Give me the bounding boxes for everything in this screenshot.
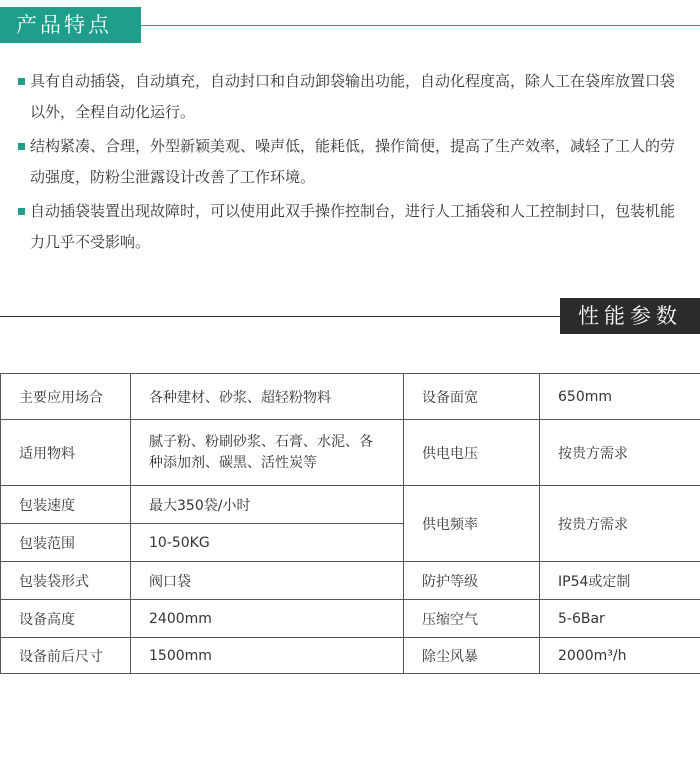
spec-label: 压缩空气 <box>404 600 540 638</box>
spec-label: 包装范围 <box>1 524 131 562</box>
spec-value: 1500mm <box>131 638 404 674</box>
table-row <box>1 486 700 524</box>
square-bullet-icon <box>18 208 25 215</box>
feature-item <box>18 131 688 193</box>
spec-label: 包装袋形式 <box>1 562 131 600</box>
feature-text: 自动插袋装置出现故障时，可以使用此双手操作控制台，进行人工插袋和人工控制封口，包装机能力几乎不受影响。 <box>30 202 676 251</box>
table-row <box>1 562 700 600</box>
spec-value: 10-50KG <box>131 524 404 562</box>
spec-label: 设备面宽 <box>404 374 540 420</box>
spec-label: 包装速度 <box>1 486 131 524</box>
table-row <box>1 600 700 638</box>
spec-value: 最大350袋/小时 <box>131 486 404 524</box>
features-section-title: 产品特点 <box>0 7 141 43</box>
spec-label: 设备高度 <box>1 600 131 638</box>
spec-table <box>0 373 700 674</box>
spec-value: 650mm <box>540 374 700 420</box>
spec-label: 防护等级 <box>404 562 540 600</box>
spec-label: 供电频率 <box>404 486 540 562</box>
feature-item <box>18 66 688 128</box>
spec-value: IP54或定制 <box>540 562 700 600</box>
spec-value: 阀口袋 <box>131 562 404 600</box>
spec-label: 设备前后尺寸 <box>1 638 131 674</box>
feature-text: 结构紧凑、合理，外型新颖美观、噪声低，能耗低，操作简便，提高了生产效率，减轻了工人的劳动强度，防粉尘泄露设计改善了工作环境。 <box>30 137 676 186</box>
spec-value: 腻子粉、粉刷砂浆、石膏、水泥、各种添加剂、碳黑、活性炭等 <box>131 420 404 486</box>
table-row <box>1 374 700 420</box>
spec-value: 2400mm <box>131 600 404 638</box>
feature-item <box>18 196 688 258</box>
spec-label: 供电电压 <box>404 420 540 486</box>
spec-label: 主要应用场合 <box>1 374 131 420</box>
spec-value: 2000m³/h <box>540 638 700 674</box>
spec-value: 各种建材、砂浆、超轻粉物料 <box>131 374 404 420</box>
table-row <box>1 420 700 486</box>
spec-value: 5-6Bar <box>540 600 700 638</box>
square-bullet-icon <box>18 78 25 85</box>
feature-text: 具有自动插袋，自动填充，自动封口和自动卸袋输出功能，自动化程度高，除人工在袋库放置口袋以外，全程自动化运行。 <box>30 72 676 121</box>
specs-section-title: 性能参数 <box>560 298 700 334</box>
square-bullet-icon <box>18 143 25 150</box>
spec-value: 按贵方需求 <box>540 420 700 486</box>
spec-label: 适用物料 <box>1 420 131 486</box>
features-list <box>18 66 688 261</box>
table-row <box>1 638 700 674</box>
spec-value: 按贵方需求 <box>540 486 700 562</box>
spec-label: 除尘风暴 <box>404 638 540 674</box>
specs-header-line <box>0 316 560 317</box>
